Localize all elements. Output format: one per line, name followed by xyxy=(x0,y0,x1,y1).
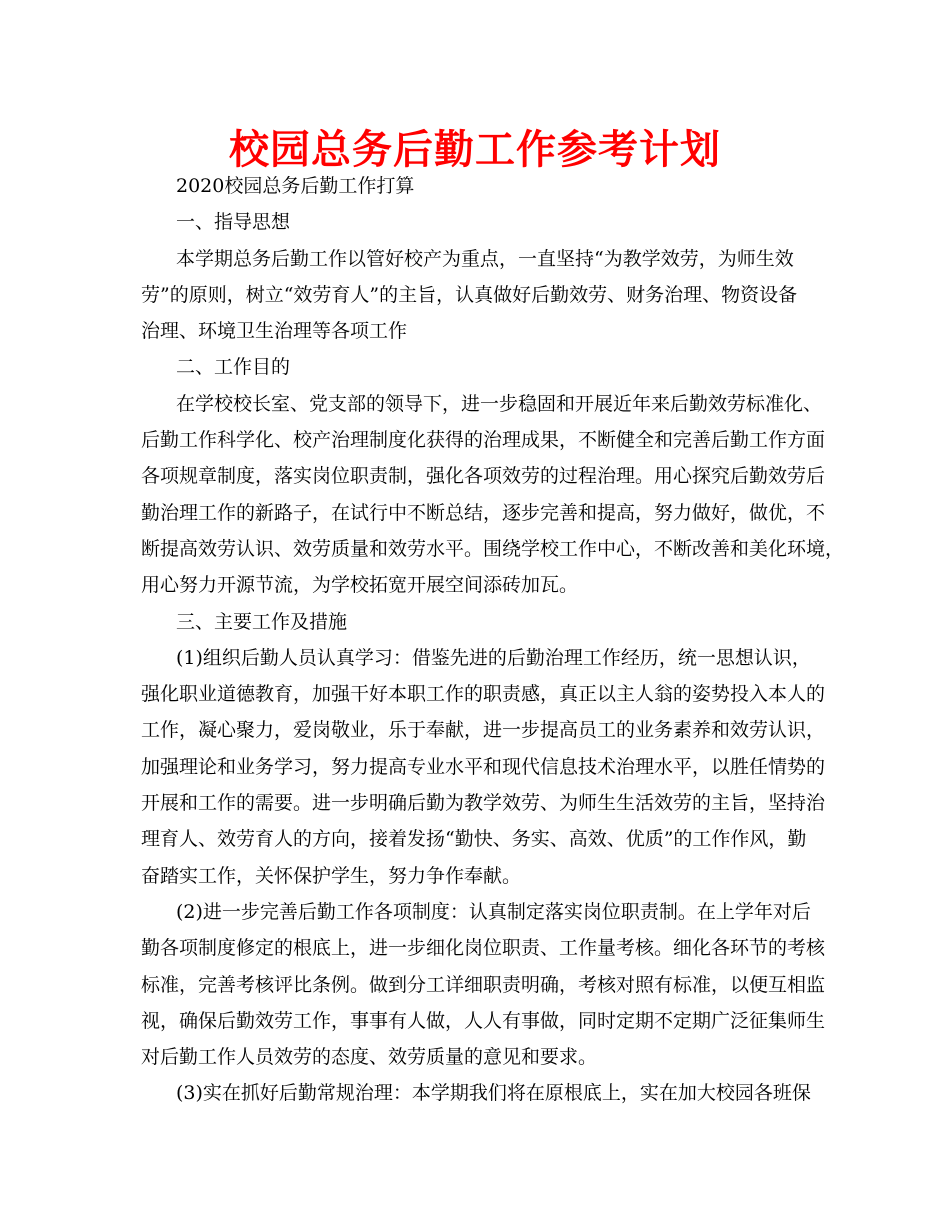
text-line: 二、工作目的 xyxy=(176,356,291,379)
text-line: 劳”的原则，树立“效劳育人”的主旨，认真做好后勤效劳、财务治理、物资设备 xyxy=(141,283,798,306)
text-line: 一、指导思想 xyxy=(176,211,291,234)
text-line: 加强理论和业务学习，努力提高专业水平和现代信息技术治理水平，以胜任情势的 xyxy=(141,755,826,778)
text-line: 对后勤工作人员效劳的态度、效劳质量的意见和要求。 xyxy=(141,1046,598,1069)
text-line: 标准，完善考核评比条例。做到分工详细职责明确，考核对照有标准，以便互相监 xyxy=(141,973,826,996)
text-line: 勤治理工作的新路子，在试行中不断总结，逐步完善和提高，努力做好，做优，不 xyxy=(141,501,826,524)
text-line: 后勤工作科学化、校产治理制度化获得的治理成果，不断健全和完善后勤工作方面 xyxy=(141,429,826,452)
text-line: (3)实在抓好后勤常规治理：本学期我们将在原根底上，实在加大校园各班保 xyxy=(176,1082,811,1105)
text-line: 工作，凝心聚力，爱岗敬业，乐于奉献，进一步提高员工的业务素养和效劳认识， xyxy=(141,719,826,742)
text-line: 断提高效劳认识、效劳质量和效劳水平。围绕学校工作中心，不断改善和美化环境， xyxy=(141,537,845,560)
text-line: 三、主要工作及措施 xyxy=(176,610,348,633)
text-line: 奋踏实工作，关怀保护学生，努力争作奉献。 xyxy=(141,864,522,887)
text-line: 在学校校长室、党支部的领导下，进一步稳固和开展近年来后勤效劳标准化、 xyxy=(176,392,823,415)
document-body xyxy=(141,168,845,1112)
text-line: (2)进一步完善后勤工作各项制度：认真制定落实岗位职责制。在上学年对后 xyxy=(176,900,811,923)
text-line: 用心努力开源节流，为学校拓宽开展空间添砖加瓦。 xyxy=(141,574,579,597)
text-line: 各项规章制度，落实岗位职责制，强化各项效劳的过程治理。用心探究后勤效劳后 xyxy=(141,465,826,488)
text-line: (1)组织后勤人员认真学习：借鉴先进的后勤治理工作经历，统一思想认识， xyxy=(176,646,811,669)
text-line: 视，确保后勤效劳工作，事事有人做，人人有事做，同时定期不定期广泛征集师生 xyxy=(141,1009,826,1032)
text-line: 强化职业道德教育，加强干好本职工作的职责感，真正以主人翁的姿势投入本人的 xyxy=(141,683,826,706)
text-line: 2020校园总务后勤工作打算 xyxy=(176,175,415,197)
text-line: 开展和工作的需要。进一步明确后勤为教学效劳、为师生生活效劳的主旨，坚持治 xyxy=(141,792,826,815)
document-title: 校园总务后勤工作参考计划 xyxy=(229,126,721,173)
text-line: 理育人、效劳育人的方向，接着发扬“勤快、务实、高效、优质”的工作作风，勤 xyxy=(141,828,807,851)
text-line: 本学期总务后勤工作以管好校产为重点，一直坚持“为教学效劳，为师生效 xyxy=(176,247,794,270)
text-line: 勤各项制度修定的根底上，进一步细化岗位职责、工作量考核。细化各环节的考核 xyxy=(141,937,826,960)
text-line: 治理、环境卫生治理等各项工作 xyxy=(141,320,408,343)
